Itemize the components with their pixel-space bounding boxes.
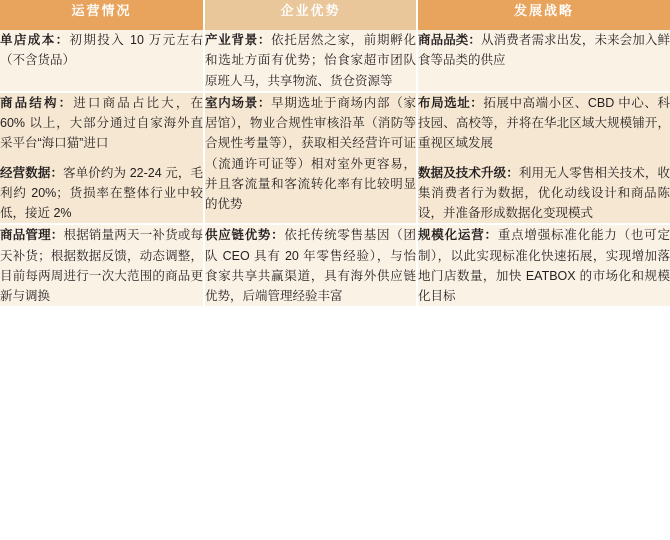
paragraph bbox=[0, 163, 203, 224]
table-row bbox=[0, 224, 670, 307]
table-header-row bbox=[0, 0, 670, 30]
paragraph bbox=[205, 93, 416, 215]
paragraph bbox=[0, 93, 203, 154]
table-header-strategy: 发展战略 bbox=[417, 0, 670, 30]
paragraph-lead: 经营数据： bbox=[0, 165, 64, 180]
paragraph-text: 依托居然之家，前期孵化和选址方面有优势；怡食家超市团队原班人马，共享物流、货仓资源等 bbox=[205, 33, 416, 88]
paragraph-text: 拓展中高端小区、CBD 中心、科技园、高校等，并将在华北区域大规模铺开，重视区域发展 bbox=[418, 95, 670, 151]
paragraph-text: 初期投入 10 万元左右（不含货品） bbox=[0, 33, 203, 68]
cell-strategy-3 bbox=[417, 224, 670, 307]
paragraph-lead: 布局选址： bbox=[418, 95, 484, 110]
paragraph-lead: 商品管理： bbox=[0, 228, 64, 243]
cell-strategy-2 bbox=[417, 92, 670, 225]
table-header-advantages: 企业优势 bbox=[204, 0, 417, 30]
paragraph-text: 早期选址于商场内部（家居馆），物业合规性审核沿革（消防等合规性考量等），获取相关经营许可证（流通许可证等）相对室外更容易，并且客流量和客流转化率有比较明显的优势 bbox=[205, 95, 416, 211]
paragraph bbox=[418, 30, 670, 71]
paragraph-lead: 规模化运营： bbox=[418, 228, 498, 243]
paragraph-text: 利用无人零售相关技术，收集消费者行为数据，优化动线设计和商品陈设，并准备形成数据化变现模式 bbox=[418, 165, 670, 220]
paragraph-lead: 产业背景： bbox=[205, 33, 272, 47]
paragraph-text: 依托传统零售基因（团队 CEO 具有 20 年零售经验），与怡食家共享共赢渠道，具有海外供应链优势，后端管理经验丰富 bbox=[205, 228, 416, 303]
paragraph-lead: 数据及技术升级： bbox=[418, 165, 519, 180]
table-header-operations: 运营情况 bbox=[0, 0, 204, 30]
paragraph bbox=[0, 225, 203, 306]
paragraph-lead: 单店成本： bbox=[0, 33, 70, 47]
table-row bbox=[0, 30, 670, 92]
paragraph-lead: 室内场景： bbox=[205, 95, 272, 110]
paragraph-lead: 供应链优势： bbox=[205, 228, 285, 243]
paragraph-text: 从消费者需求出发，未来会加入鲜食等品类的供应 bbox=[418, 33, 670, 68]
cell-operations-2 bbox=[0, 92, 204, 225]
paragraph bbox=[0, 30, 203, 71]
cell-advantages-3 bbox=[204, 224, 417, 307]
paragraph bbox=[205, 30, 416, 91]
paragraph-text: 根据销量两天一补货或每天补货；根据数据反馈，动态调整，目前每两周进行一次大范围的商品更新与调换 bbox=[0, 228, 203, 303]
table-row bbox=[0, 92, 670, 225]
cell-strategy-1 bbox=[417, 30, 670, 92]
paragraph bbox=[418, 93, 670, 154]
cell-operations-1 bbox=[0, 30, 204, 92]
paragraph-lead: 商品结构： bbox=[0, 95, 74, 110]
paragraph-lead: 商品品类： bbox=[418, 33, 482, 47]
paragraph bbox=[418, 225, 670, 306]
cell-advantages-2 bbox=[204, 92, 417, 225]
paragraph bbox=[205, 225, 416, 306]
paragraph bbox=[418, 163, 670, 224]
paragraph-text: 客单价约为 22-24 元，毛利约 20%；货损率在整体行业中较低，接近 2% bbox=[0, 165, 203, 220]
cell-advantages-1 bbox=[204, 30, 417, 92]
paragraph-text: 进口商品占比大，在 60% 以上，大部分通过自家海外直采平台“海口猫”进口 bbox=[0, 95, 203, 151]
cell-operations-3 bbox=[0, 224, 204, 307]
paragraph-text: 重点增强标准化能力（也可定制），以此实现标准化快速拓展，实现增加落地门店数量，加快 EATBOX 的市场化和规模化目标 bbox=[418, 228, 670, 303]
